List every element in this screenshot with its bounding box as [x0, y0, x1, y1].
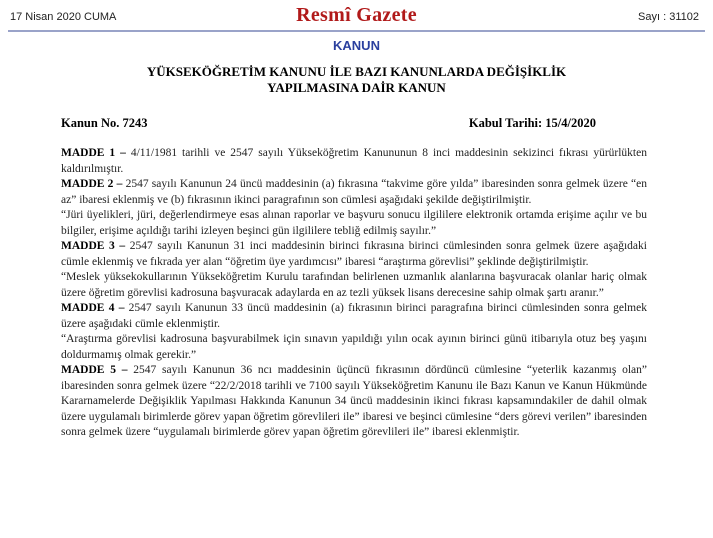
article-text: 2547 sayılı Kanunun 36 ncı maddesinin üçüncü fıkrasının dördüncü cümlesine “yeterlik kazanmış olan” ibaresinden sonra gelmek üzere “22/2/2018 tarihli ve 7100 sayılı Yükseköğretim Kanunu ile Bazı Kanun ve Kanun Hükmünde Kararnamelerde Değişiklik Yapılması Hakkında Kanunun 34 üncü maddesinin ikinci fıkrası kapsamındakiler de dahil olmak üzere uygulamalı birimlerde görev yapan öğretim görevlileri ile” ibaresi ve beşinci cümlesine “ders görevi verilen” ibaresinden sonra gelmek üzere “uygulamalı birimlerde görev yapan öğretim görevlileri ile” ibaresi eklenmiştir. — [61, 364, 647, 438]
article-2-quote: “Jüri üyelikleri, jüri, değerlendirmeye esas alınan raporlar ve başvuru sonucu ilgililere elektronik ortamda erişime açılır ve bu bilgiler, erişime açıldığı tarihi izleyen beşinci gün ilgililere tebliğ edilmiş sayılır.” — [61, 209, 647, 237]
law-title-line-2: YAPILMASINA DAİR KANUN — [267, 80, 446, 95]
article-label: MADDE 5 – — [61, 364, 128, 376]
article-text: 4/11/1981 tarihli ve 2547 sayılı Yükseköğretim Kanununun 8 inci maddesinin sekizinci fıkrası yürürlükten kaldırılmıştır. — [61, 147, 647, 175]
issue-number: Sayı : 31102 — [638, 11, 699, 23]
masthead-divider — [8, 30, 705, 32]
newspaper-title: Resmî Gazete — [296, 4, 417, 26]
article-2 — [61, 177, 647, 208]
article-1 — [61, 146, 647, 177]
law-title-line-1: YÜKSEKÖĞRETİM KANUNU İLE BAZI KANUNLARDA DEĞİŞİKLİK — [146, 64, 567, 79]
article-label: MADDE 1 – — [61, 147, 126, 159]
article-text: 2547 sayılı Kanunun 24 üncü maddesinin (a) fıkrasına “takvime göre yılda” ibaresinden sonra gelmek üzere “en az” ibaresi eklenmiş ve (b) fıkrasının ikinci paragrafının son cümlesi aşağıdaki şekilde değiştirilmiştir. — [61, 178, 647, 206]
law-number: Kanun No. 7243 — [61, 116, 148, 130]
issue-date: 17 Nisan 2020 CUMA — [10, 11, 117, 23]
article-3 — [61, 239, 647, 270]
law-title — [60, 64, 653, 96]
article-3-quote: “Meslek yüksekokullarının Yükseköğretim Kurulu tarafından belirlenen uzmanlık alanlarına başvuracak olanlar hariç olmak üzere öğretim görevlisi kadrosuna başvuracak adaylarda en az tezli yüksek lisans derecesine sahip olmak şartı aranır.” — [61, 271, 647, 299]
article-text: 2547 sayılı Kanunun 33 üncü maddesinin (a) fıkrasının birinci paragrafına birinci cümlesinden sonra gelmek üzere aşağıdaki cümle eklenmiştir. — [61, 302, 647, 330]
article-label: MADDE 3 – — [61, 240, 126, 252]
article-label: MADDE 4 – — [61, 302, 125, 314]
law-body — [61, 146, 647, 441]
article-label: MADDE 2 – — [61, 178, 123, 190]
article-text: 2547 sayılı Kanunun 31 inci maddesinin birinci fıkrasına birinci cümlesinden sonra gelmek üzere aşağıdaki cümle eklenmiş ve fıkrada yer alan “öğretim üye yardımcısı” ibaresi “araştırma görevlisi” şeklinde değiştirilmiştir. — [61, 240, 647, 268]
acceptance-date: Kabul Tarihi: 15/4/2020 — [468, 116, 596, 130]
section-heading: KANUN — [333, 38, 380, 53]
article-5 — [61, 363, 647, 441]
article-4 — [61, 301, 647, 332]
law-meta — [61, 116, 596, 132]
masthead — [0, 0, 713, 30]
article-4-quote: “Araştırma görevlisi kadrosuna başvurabilmek için sınavın yapıldığı yılın ocak ayının birinci günü itibarıyla otuz beş yaşını doldurmamış olmak gerekir.” — [61, 333, 647, 361]
